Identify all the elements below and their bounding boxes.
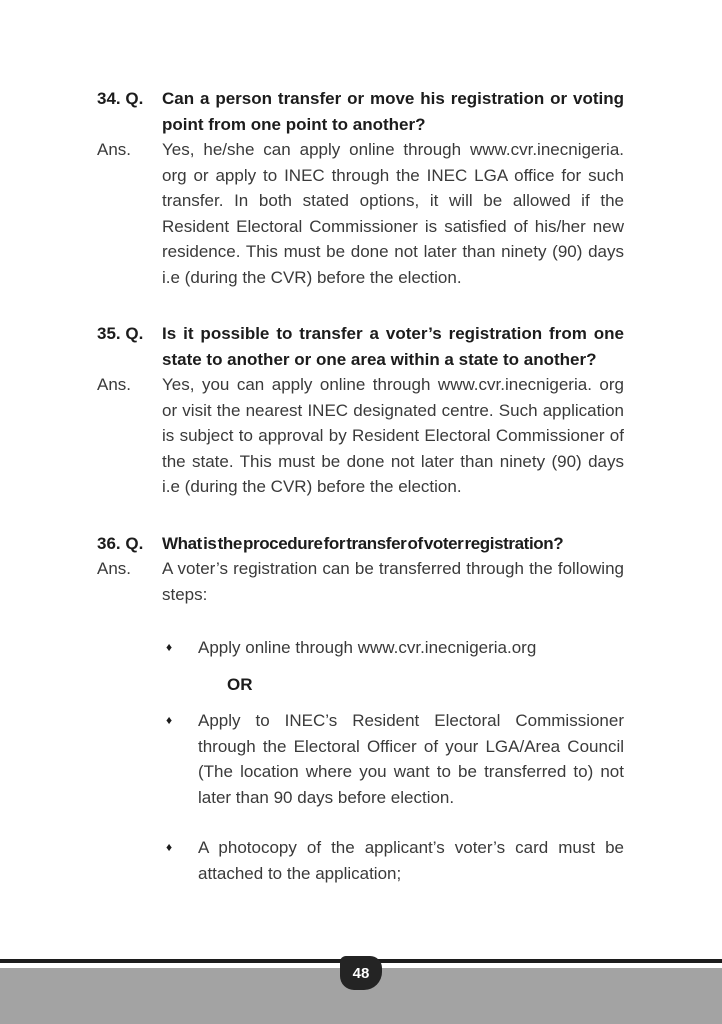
answer-row (97, 556, 624, 607)
qa-item-35 (97, 321, 624, 500)
answer-label: Ans. (97, 375, 132, 394)
or-separator-label: OR (227, 674, 253, 694)
question-text: Is it possible to transfer a voter’s registration from one state to another or one area within a state to another? (162, 324, 624, 369)
qa-item-34 (97, 86, 624, 290)
question-row (97, 321, 624, 372)
answer-label: Ans. (97, 140, 132, 159)
question-text: Can a person transfer or move his registration or voting point from one point to another? (162, 89, 624, 134)
diamond-bullet-icon: ♦ (166, 840, 173, 854)
question-number-label: 34. Q. (97, 89, 144, 108)
list-item (162, 635, 624, 661)
question-number-label: 35. Q. (97, 324, 144, 343)
question-row (97, 86, 624, 137)
answer-text: Yes, you can apply online through www.cvr.inecnigeria. org or visit the nearest INEC designated centre. Such application is subject to approval by Resident Electoral Commissioner of the state. This must be done not later than ninety (90) days i.e (during the CVR) before the election. (162, 375, 624, 496)
question-row (97, 531, 624, 557)
answer-row (97, 372, 624, 500)
transfer-steps-list (162, 635, 624, 886)
qa-item-36 (97, 531, 624, 887)
list-item (162, 708, 624, 810)
page-number: 48 (352, 964, 370, 982)
list-item (162, 835, 624, 886)
diamond-bullet-icon: ♦ (166, 713, 173, 727)
list-item-text: A photocopy of the applicant’s voter’s card must be attached to the application; (198, 838, 624, 883)
list-item-text: Apply to INEC’s Resident Electoral Commissioner through the Electoral Officer of your LGA/Area Council (The location where you want to be transferred to) not later than 90 days before election. (198, 711, 624, 807)
answer-label: Ans. (97, 559, 132, 578)
answer-text: Yes, he/she can apply online through www.cvr.inecnigeria. org or apply to INEC through the INEC LGA office for such transfer. In both stated options, it will be allowed if the Resident Electoral Commissioner is satisfied of his/her new residence. This must be done not later than ninety (90) days i.e (during the CVR) before the election. (162, 140, 624, 287)
faq-content (97, 86, 624, 886)
diamond-bullet-icon: ♦ (166, 640, 173, 654)
answer-row (97, 137, 624, 290)
list-item-text: Apply online through www.cvr.inecnigeria.org (198, 638, 537, 657)
question-text: What is the procedure for transfer of voter registration? (162, 533, 564, 553)
question-number-label: 36. Q. (97, 533, 144, 553)
answer-text: A voter’s registration can be transferred through the following steps: (162, 559, 624, 604)
page-number-badge (340, 956, 382, 990)
